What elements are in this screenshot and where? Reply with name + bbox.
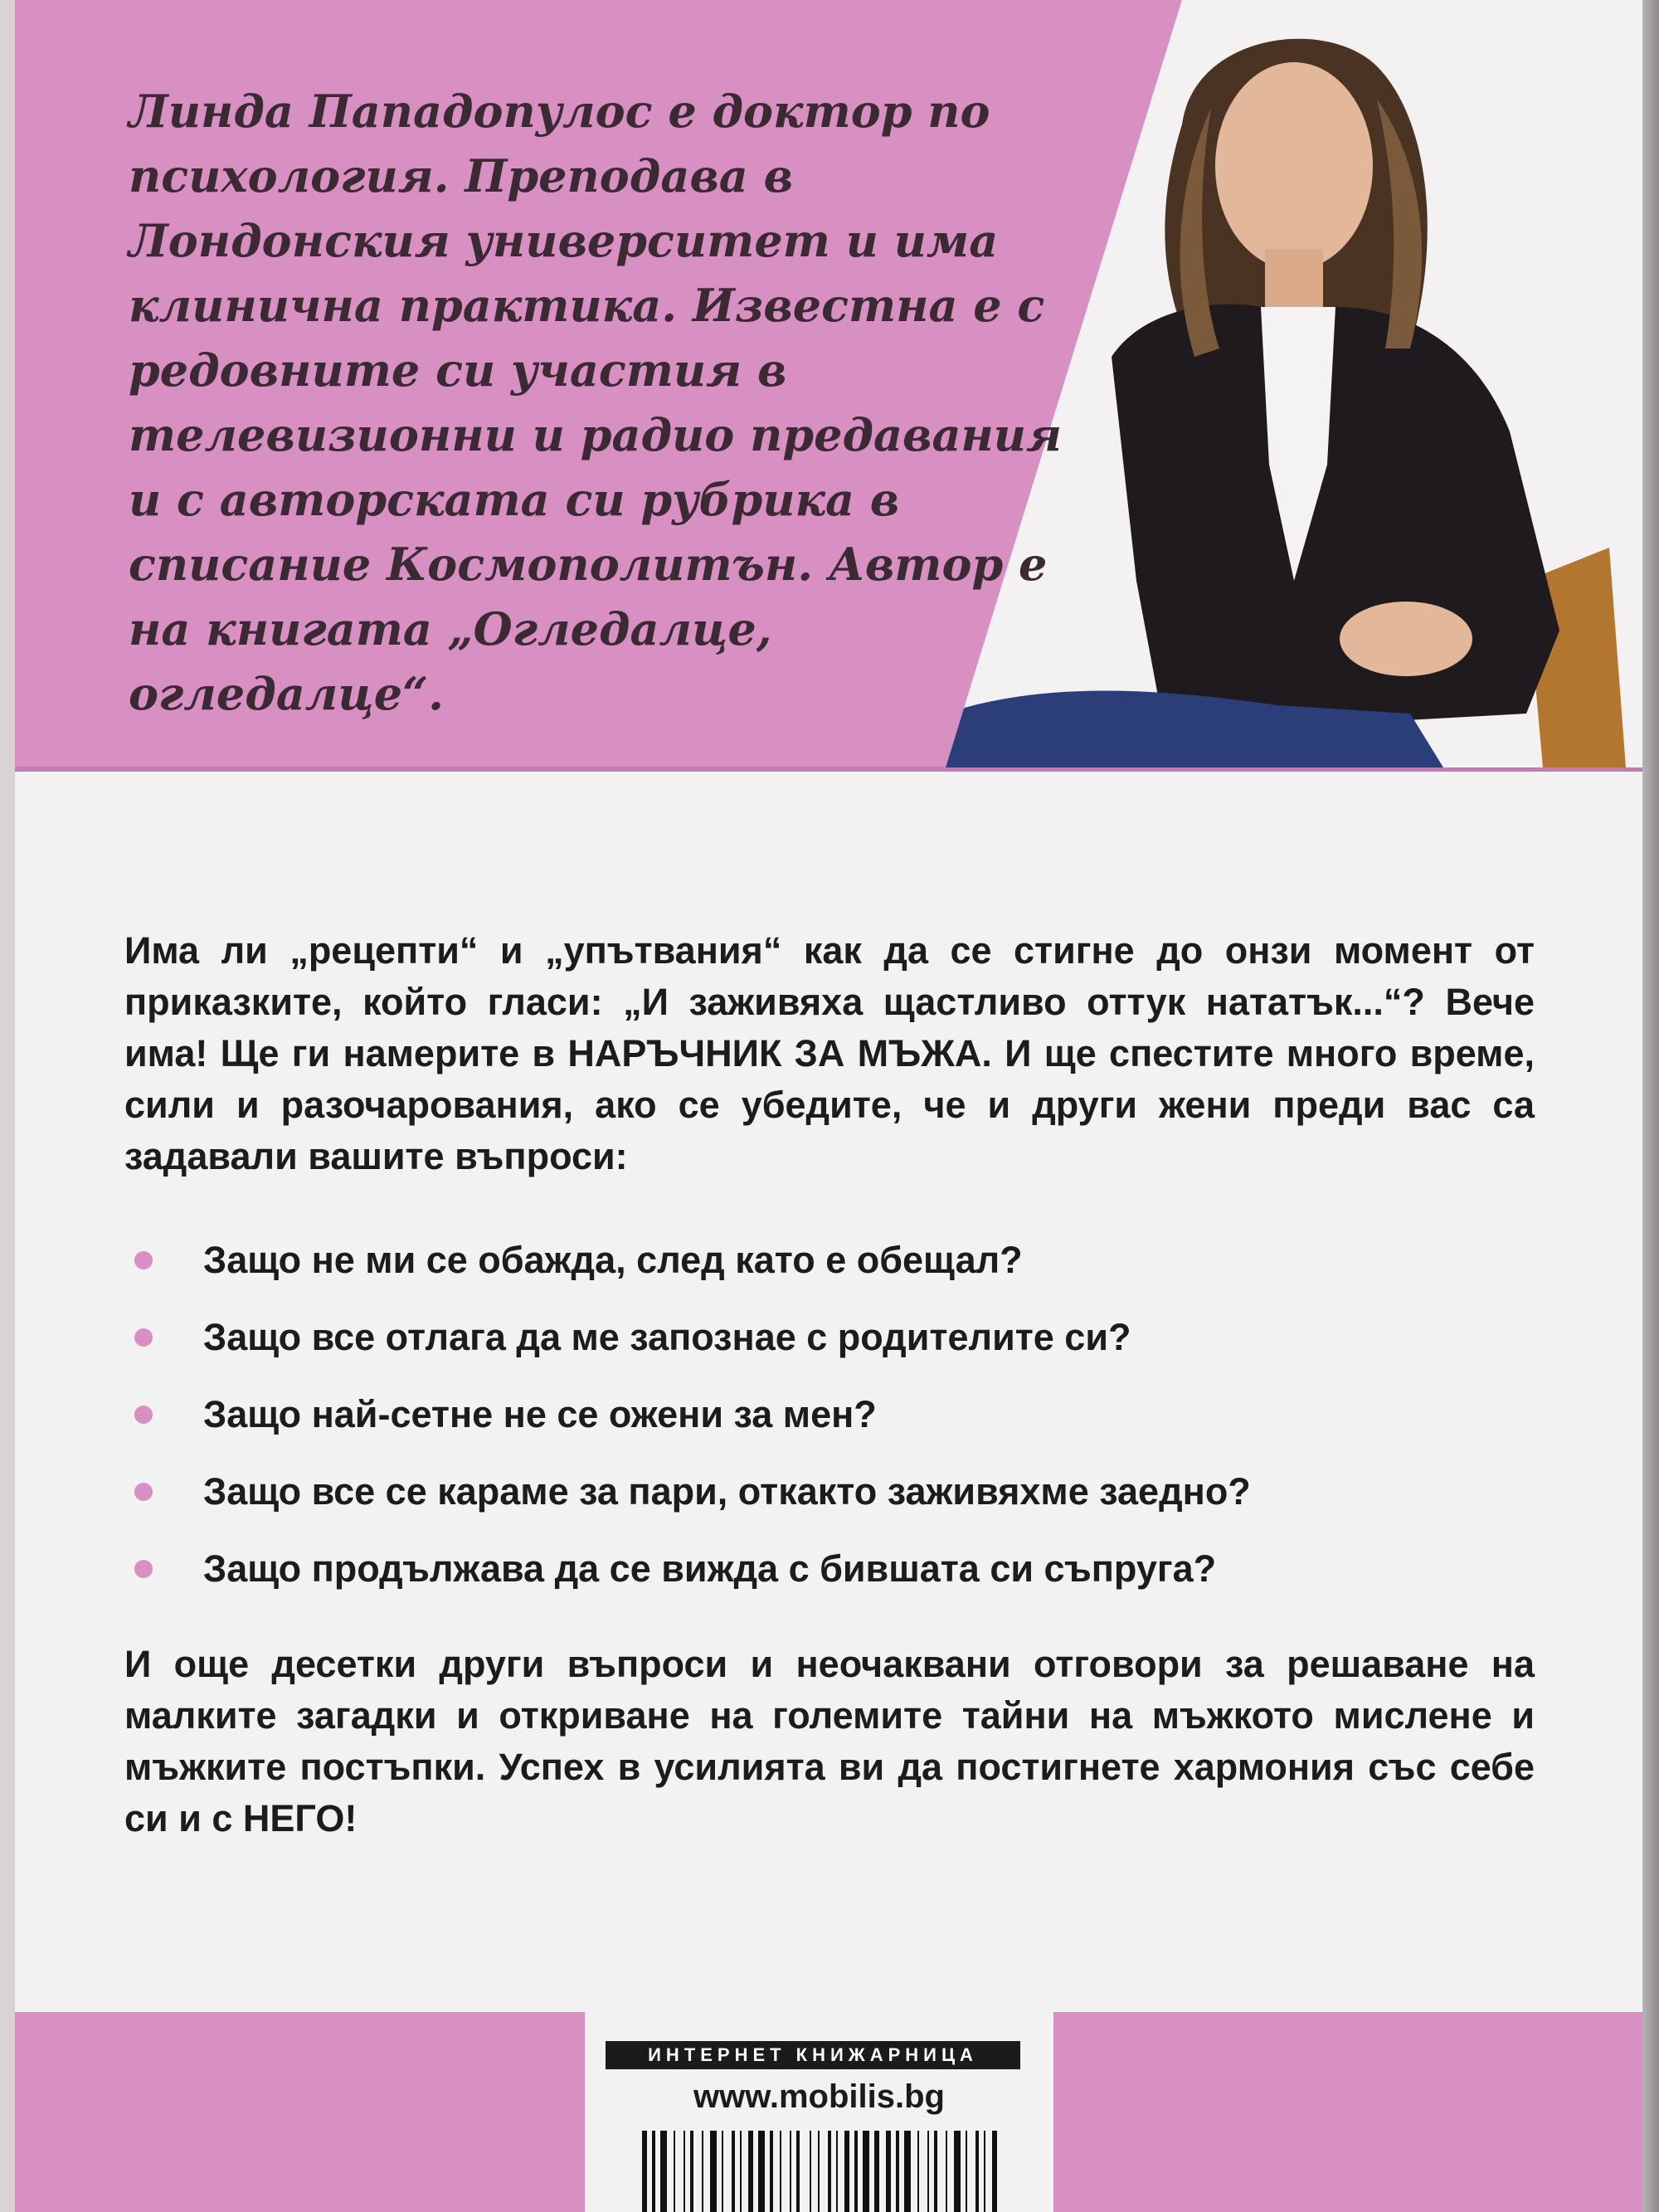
barcode-bar — [748, 2131, 753, 2212]
barcode-bar — [917, 2131, 919, 2212]
barcode-bar — [702, 2131, 703, 2212]
author-bio: Линда Пападопулос е доктор по психология. Преподава в Лондонския университет и има клинична практика. Известна е с редовните си участия в телевизионни и радио предавания и с авторската си рубрика в списание Космополитън. Автор е на книгата „Огледалце, огледалце“. — [129, 85, 1063, 720]
barcode-bar — [836, 2131, 838, 2212]
list-item — [124, 1543, 1535, 1620]
barcode-bar — [674, 2131, 675, 2212]
barcode-bar — [946, 2131, 947, 2212]
pink-dot-bullet-icon — [134, 1560, 153, 1578]
barcode-bar — [660, 2131, 667, 2212]
question-text: Защо продължава да се вижда с бившата си съпруга? — [203, 1547, 1217, 1590]
hands-shape — [1340, 602, 1472, 676]
question-text: Защо все отлага да ме запознае с родителите си? — [203, 1316, 1131, 1358]
question-text: Защо най-сетне не се ожени за мен? — [203, 1393, 877, 1435]
barcode-bar — [758, 2131, 765, 2212]
store-label: ИНТЕРНЕТ КНИЖАРНИЦА — [606, 2041, 1020, 2069]
barcode-bar — [984, 2131, 985, 2212]
barcode-bar — [954, 2131, 961, 2212]
list-item — [124, 1235, 1535, 1312]
barcode-bar — [690, 2131, 693, 2212]
barcode-bar — [810, 2131, 811, 2212]
pink-dot-bullet-icon — [134, 1483, 153, 1501]
barcode-bar — [854, 2131, 858, 2212]
question-text: Защо не ми се обажда, след като е обещал? — [203, 1239, 1023, 1281]
barcode-bar — [975, 2131, 979, 2212]
barcode-bar — [934, 2131, 937, 2212]
description-intro: Има ли „рецепти“ и „упътвания“ как да се стигне до онзи момент от приказките, който гласи: „И заживяха щастливо оттук нататък...“? Вече има! Ще ги намерите в НАРЪЧНИК ЗА МЪЖА. И ще спестите много време, сили и разочарования, ако се убедите, че и други жени преди вас са задавали вашите въпроси: — [124, 929, 1535, 1177]
barcode-bar — [844, 2131, 849, 2212]
pink-dot-bullet-icon — [134, 1328, 153, 1347]
barcode-icon — [639, 2131, 1004, 2212]
barcode-bar — [642, 2131, 647, 2212]
barcode-bar — [818, 2131, 820, 2212]
barcode-bar — [732, 2131, 735, 2212]
question-text: Защо все се караме за пари, откакто заживяхме заедно? — [203, 1470, 1251, 1513]
pink-dot-bullet-icon — [134, 1251, 153, 1269]
pink-dot-bullet-icon — [134, 1406, 153, 1424]
barcode-bar — [904, 2131, 911, 2212]
cover-edge — [1642, 0, 1659, 2212]
barcode-bar — [770, 2131, 773, 2212]
description-closing: И още десетки други въпроси и неочаквани отговори за решаване на малките загадки и откриване на големите тайни на мъжкото мислене и мъжките постъпки. Успех в усилията ви да постигнете хармония със себе си и с НЕГО! — [124, 1643, 1535, 1839]
barcode-bar — [874, 2131, 879, 2212]
barcode-bar — [863, 2131, 869, 2212]
face-shape — [1215, 62, 1373, 270]
list-item — [124, 1389, 1535, 1466]
list-item — [124, 1312, 1535, 1389]
barcode-bar — [780, 2131, 781, 2212]
barcode-bar — [740, 2131, 742, 2212]
barcode-bar — [992, 2131, 997, 2212]
list-item — [124, 1466, 1535, 1543]
barcode-bar — [796, 2131, 800, 2212]
barcode-bar — [710, 2131, 717, 2212]
barcode-bar — [652, 2131, 655, 2212]
barcode-bar — [722, 2131, 723, 2212]
barcode-bar — [790, 2131, 791, 2212]
question-list — [124, 1235, 1535, 1620]
barcode-bar — [966, 2131, 967, 2212]
barcode-bar — [927, 2131, 929, 2212]
barcode-bar — [684, 2131, 685, 2212]
store-url: www.mobilis.bg — [693, 2078, 945, 2115]
barcode-bar — [828, 2131, 831, 2212]
barcode-bar — [886, 2131, 891, 2212]
neck-shape — [1265, 249, 1323, 315]
barcode-bar — [896, 2131, 899, 2212]
